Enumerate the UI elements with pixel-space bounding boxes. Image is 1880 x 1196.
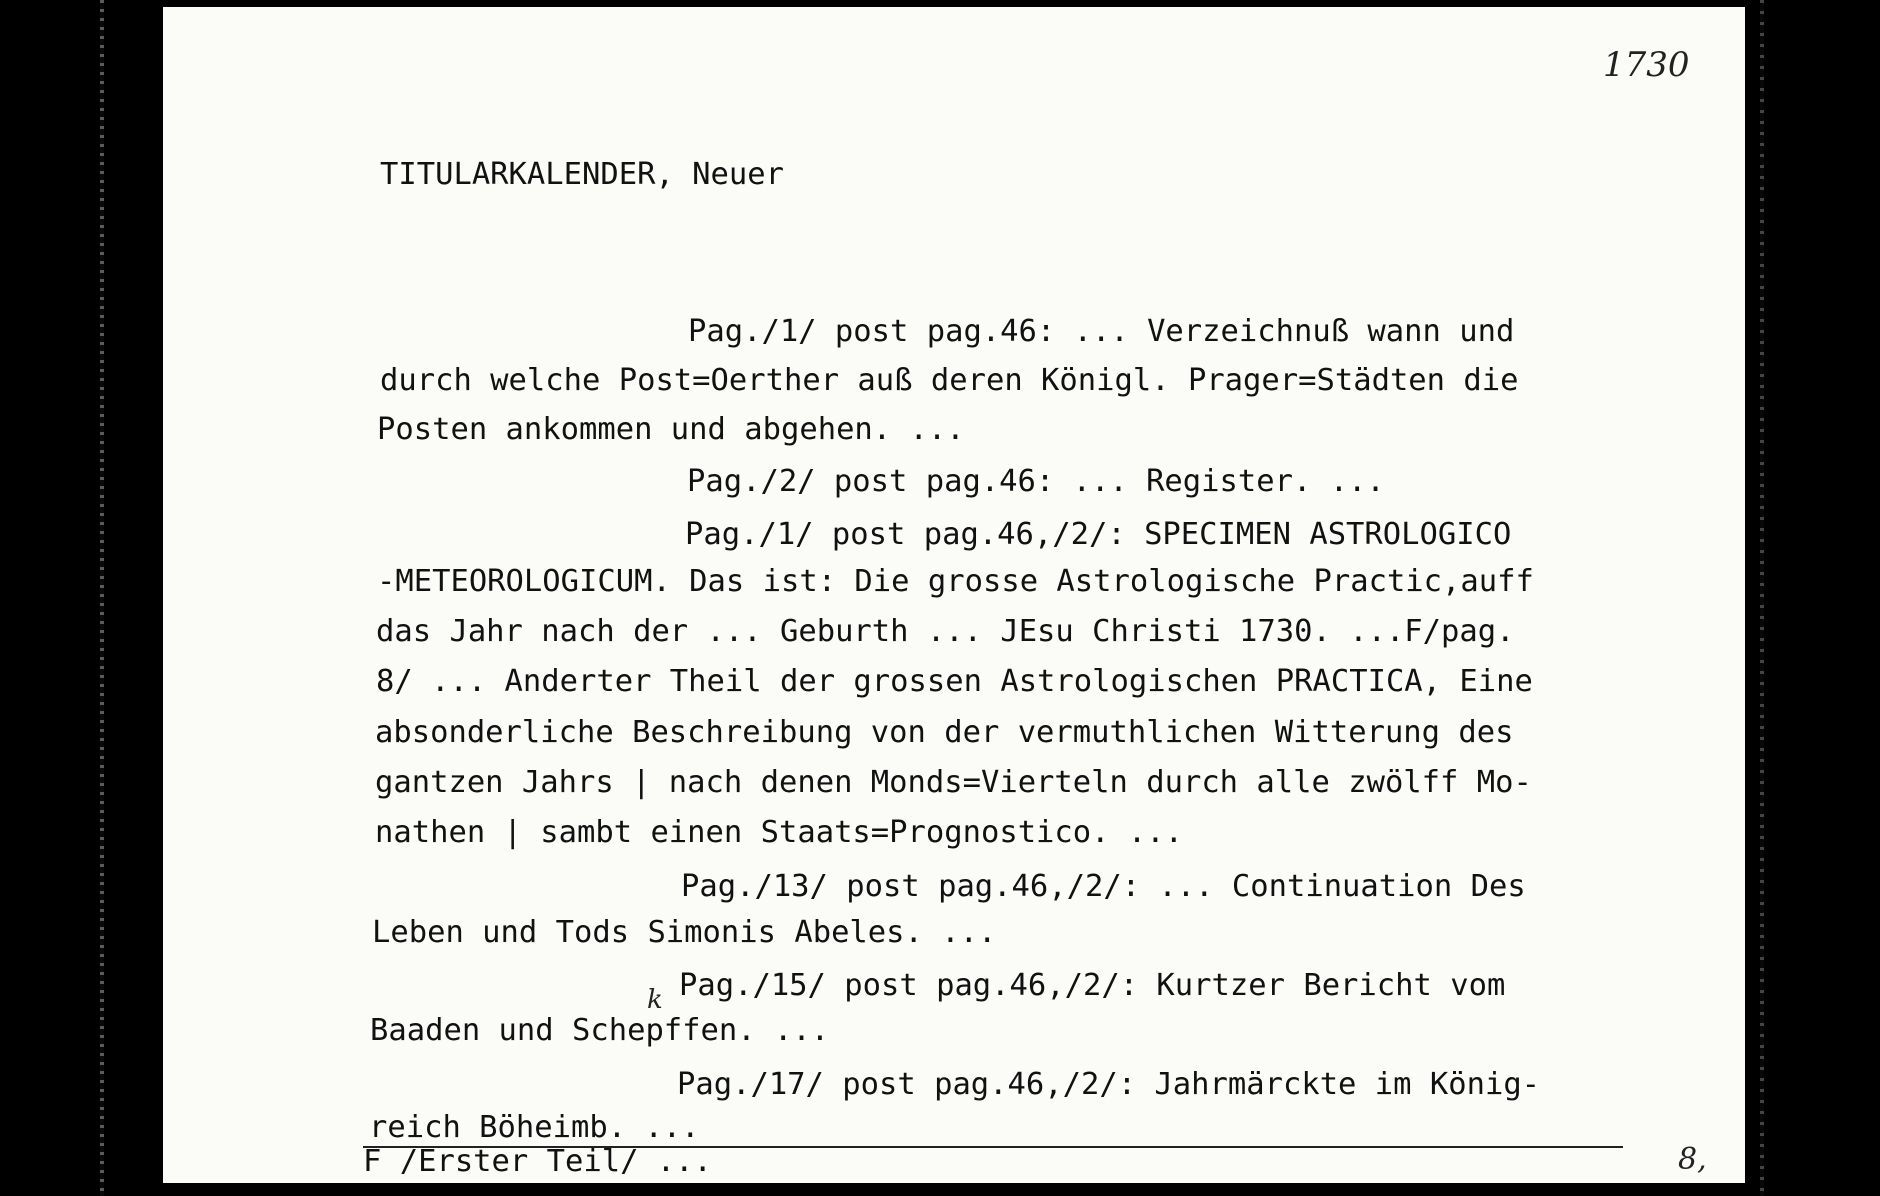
catalog-card bbox=[163, 7, 1745, 1183]
entry-line: Leben und Tods Simonis Abeles. ... bbox=[372, 915, 997, 950]
entry-line: absonderliche Beschreibung von der vermuthlichen Witterung des bbox=[375, 715, 1514, 750]
entry-line: Pag./17/ post pag.46,/2/: Jahrmärckte im König- bbox=[677, 1067, 1541, 1102]
entry-line: durch welche Post=Oerther auß deren Königl. Prager=Städten die bbox=[380, 363, 1519, 398]
film-edge-right bbox=[1760, 0, 1764, 1196]
entry-line: 8/ ... Anderter Theil der grossen Astrologischen PRACTICA, Eine bbox=[376, 664, 1533, 699]
film-edge-left bbox=[100, 0, 104, 1196]
entry-line: Pag./13/ post pag.46,/2/: ... Continuation Des bbox=[681, 869, 1526, 904]
corner-mark: 8, bbox=[1678, 1142, 1707, 1177]
entry-line: reich Böheimb. ... bbox=[369, 1110, 700, 1145]
entry-line: gantzen Jahrs | nach denen Monds=Vierteln durch alle zwölff Mo- bbox=[375, 765, 1532, 800]
archive-number: 1730 bbox=[1603, 45, 1690, 85]
entry-line: Pag./2/ post pag.46: ... Register. ... bbox=[687, 464, 1385, 499]
card-title: TITULARKALENDER, Neuer bbox=[380, 157, 784, 192]
entry-line: Posten ankommen und abgehen. ... bbox=[377, 412, 965, 447]
footnote: F /Erster Teil/ ... bbox=[363, 1144, 712, 1179]
handwritten-correction: k bbox=[647, 985, 663, 1015]
entry-line: das Jahr nach der ... Geburth ... JEsu Christi 1730. ...F/pag. bbox=[376, 614, 1515, 649]
entry-line: Pag./15/ post pag.46,/2/: Kurtzer Bericht vom bbox=[679, 968, 1506, 1003]
entry-line: nathen | sambt einen Staats=Prognostico. ... bbox=[375, 815, 1183, 850]
entry-line: Baaden und Schepffen. ... bbox=[370, 1013, 830, 1048]
entry-line: Pag./1/ post pag.46,/2/: SPECIMEN ASTROLOGICO bbox=[685, 517, 1512, 552]
entry-line: -METEOROLOGICUM. Das ist: Die grosse Astrologische Practic,auff bbox=[377, 564, 1534, 599]
entry-line: Pag./1/ post pag.46: ... Verzeichnuß wann und bbox=[688, 314, 1515, 349]
